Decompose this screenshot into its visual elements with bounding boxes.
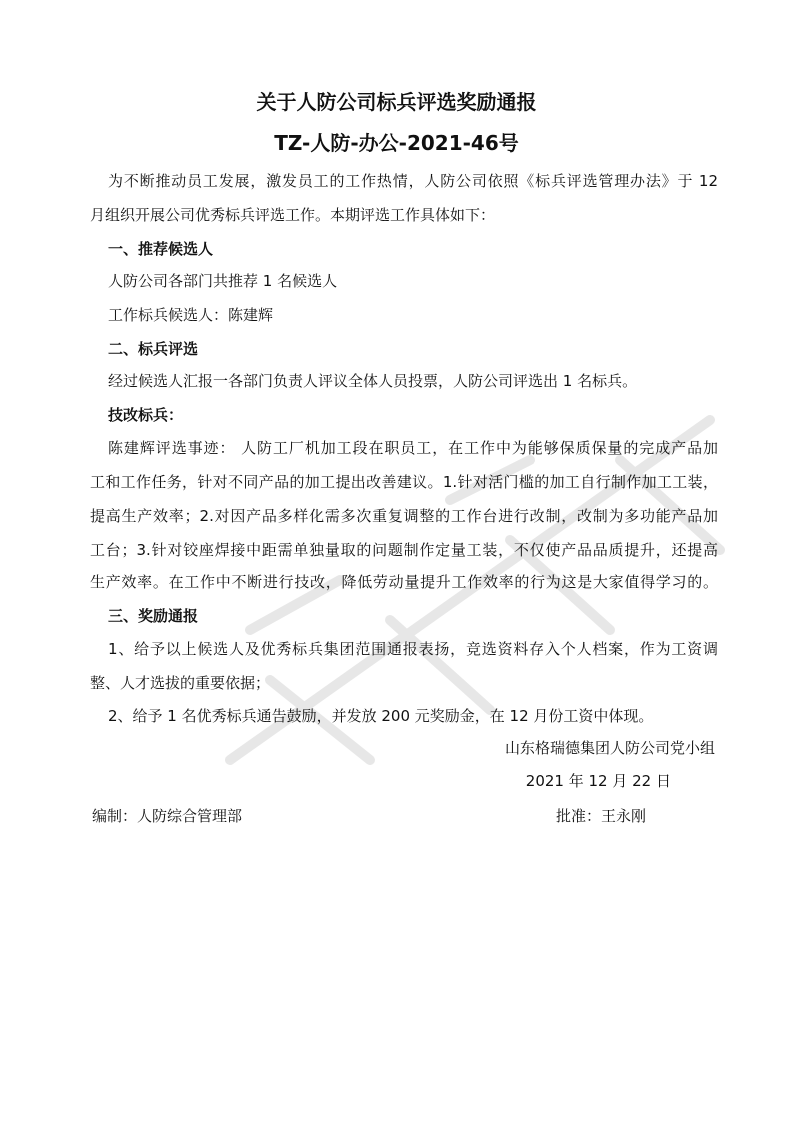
section-1-line-2: 工作标兵候选人：陈建辉 xyxy=(108,306,274,324)
tech-line-2: 工和工作任务，针对不同产品的加工提出改善建议。1.针对活门槛的加工自行制作加工工装， xyxy=(90,473,718,491)
section-1-line-1: 人防公司各部门共推荐 1 名候选人 xyxy=(108,272,338,290)
intro-line-1: 为不断推动员工发展，激发员工的工作热情，人防公司依照《标兵评选管理办法》于 12 xyxy=(108,172,718,190)
document-number: TZ-人防-办公-2021-46号 xyxy=(274,131,519,155)
section-2-heading: 二、标兵评选 xyxy=(108,340,199,358)
tech-line-3: 提高生产效率；2.对因产品多样化需多次重复调整的工作台进行改制，改制为多功能产品加 xyxy=(90,507,718,525)
tech-line-4: 工台；3.针对铰座焊接中距需单独量取的问题制作定量工装，不仅使产品品质提升，还提高 xyxy=(90,541,718,559)
tech-line-5: 生产效率。在工作中不断进行技改，降低劳动量提升工作效率的行为这是大家值得学习的。 xyxy=(90,573,718,591)
footer-approved-by: 批准：王永刚 xyxy=(556,807,647,825)
intro-line-2: 月组织开展公司优秀标兵评选工作。本期评选工作具体如下： xyxy=(90,206,496,224)
section-1-heading: 一、推荐候选人 xyxy=(108,240,214,258)
section-3-item-1-line-2: 整、人才选拔的重要依据； xyxy=(90,674,271,692)
signature-org: 山东格瑞德集团人防公司党小组 xyxy=(504,739,715,757)
signature-date: 2021 年 12 月 22 日 xyxy=(525,772,671,790)
section-3-item-1-line-1: 1、给予以上候选人及优秀标兵集团范围通报表扬，竞选资料存入个人档案，作为工资调 xyxy=(108,640,718,658)
section-3-item-2: 2、给予 1 名优秀标兵通告鼓励，并发放 200 元奖励金，在 12 月份工资中体现。 xyxy=(108,707,654,725)
document-title: 关于人防公司标兵评选奖励通报 xyxy=(256,90,537,114)
tech-heading: 技改标兵： xyxy=(108,406,184,424)
section-3-heading: 三、奖励通报 xyxy=(108,607,199,625)
footer-compiled-by: 编制：人防综合管理部 xyxy=(92,807,243,825)
section-2-line-1: 经过候选人汇报一各部门负责人评议全体人员投票，人防公司评选出 1 名标兵。 xyxy=(108,372,638,390)
tech-line-1: 陈建辉评选事迹： 人防工厂机加工段在职员工，在工作中为能够保质保量的完成产品加 xyxy=(108,439,718,457)
